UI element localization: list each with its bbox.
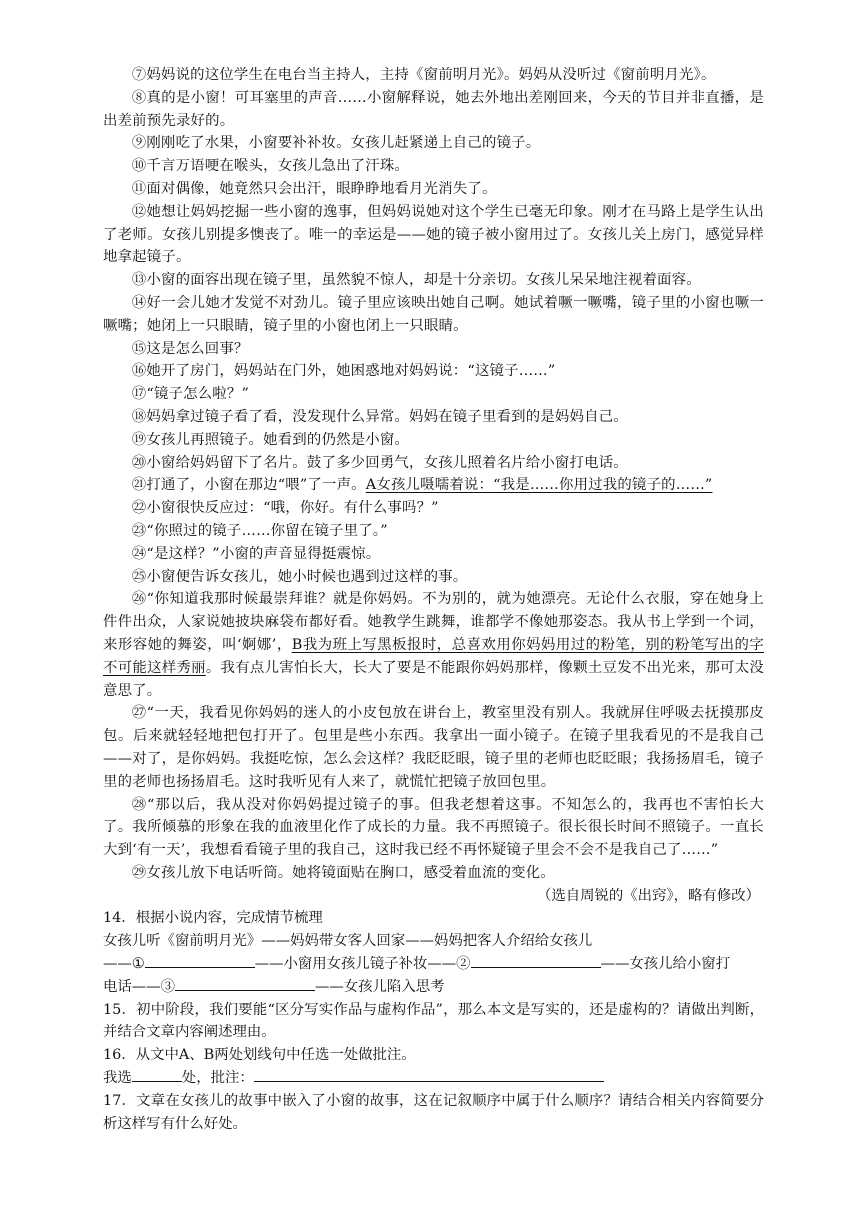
plot-step-text: ——女孩儿给小窗打: [600, 956, 731, 973]
underlined-sentence-b: B我为班上写黑板报时，总喜欢用你妈妈用过的粉笔，别的粉笔写出的字不可能这样秀丽: [103, 636, 764, 676]
answer-prompt-text: 我选: [103, 1070, 132, 1087]
paragraph-26-text-end: 。我有点儿害怕长大，长大了要是不能跟你妈妈那样，像颗土豆发不出光来，那可太没意思了。: [103, 659, 764, 699]
plot-step-text: 电话——③: [103, 978, 175, 995]
plot-step-text: ——小窗用女孩儿镜子补妆——②: [254, 956, 471, 973]
question-14-plot-line-1: 女孩儿听《窗前明月光》——妈妈带女客人回家——妈妈把客人介绍给女孩儿: [103, 933, 593, 950]
plot-step-text: ——女孩儿陷入思考: [314, 978, 445, 995]
paragraph-17: ⑰“镜子怎么啦？”: [131, 386, 250, 403]
paragraph-23: ㉓“你照过的镜子……你留在镜子里了。”: [131, 522, 388, 539]
answer-prompt-text: 处，批注：: [181, 1070, 254, 1087]
paragraph-7: ⑦妈妈说的这位学生在电台当主持人，主持《窗前明月光》。妈妈从没听过《窗前明月光》。: [131, 67, 716, 83]
question-15: 15．初中阶段，我们要能“区分写实作品与虚构作品”，那么本文是写实的，还是虚构的？请做出判断，并结合文章内容阐述理由。: [103, 1001, 764, 1041]
paragraph-21: [103, 474, 764, 497]
answer-blank-annotation[interactable]: [254, 1067, 604, 1082]
paragraph-11: ⑪面对偶像，她竟然只会出汗，眼睁睁地看月光消失了。: [131, 180, 497, 197]
paragraph-9: ⑨刚刚吃了水果，小窗要补补妆。女孩儿赶紧递上自己的镜子。: [131, 135, 541, 152]
paragraph-10: ⑩千言万语哽在喉头，女孩儿急出了汗珠。: [131, 158, 410, 175]
paragraph-21-text: ㉑打通了，小窗在那边“喂”了一声。: [131, 477, 366, 494]
question-14-title: 14．根据小说内容，完成情节梳理: [103, 910, 323, 927]
paragraph-16: ⑯她开了房门，妈妈站在门外，她困惑地对妈妈说：“这镜子……”: [131, 363, 556, 380]
answer-blank-2[interactable]: [471, 953, 601, 968]
question-14-plot-line-2: [103, 953, 764, 976]
answer-blank-choice[interactable]: [132, 1067, 182, 1082]
paragraph-26-text-start: ㉖“你知道我那时候最崇拜谁？就是你妈妈。不为别的，就为她漂亮。无论什么衣服，穿在她身上件件出众，人家说她披块麻袋布都好看。她教学生跳舞，谁都学不像她那姿态。我从书上学到一个词，来形容她的舞姿，叫‘婀娜’，: [103, 591, 764, 653]
paragraph-15: ⑮这是怎么回事？: [131, 340, 249, 357]
paragraph-26: [103, 588, 764, 702]
question-14-plot-line-3: [103, 976, 764, 999]
source-citation: （选自周锐的《出窍》，略有修改）: [536, 887, 760, 904]
paragraph-28: ㉘“那以后，我从没对你妈妈提过镜子的事。但我老想着这事。不知怎么的，我再也不害怕长大了。我所倾慕的形象在我的血液里化作了成长的力量。我不再照镜子。很长很长时间不照镜子。一直长大到‘有一天’，我想看看镜子里的我自己，这时我已经不再怀疑镜子里会不会不是我自己了……”: [103, 796, 764, 859]
paragraph-27: ㉗“一天，我看见你妈妈的迷人的小皮包放在讲台上，教室里没有别人。我就屏住呼吸去抚摸那皮包。后来就轻轻地把包打开了。包里是些小东西。我拿出一面小镜子。在镜子里我看见的不是我自己——对了，是你妈妈。我挺吃惊，怎么会这样？我眨眨眼，镜子里的老师也眨眨眼；我扬扬眉毛，镜子里的老师也扬扬眉毛。这时我听见有人来了，就慌忙把镜子放回包里。: [103, 705, 764, 790]
paragraph-12: ⑫她想让妈妈挖掘一些小窗的逸事，但妈妈说她对这个学生已毫无印象。刚才在马路上是学生认出了老师。女孩儿别提多懊丧了。唯一的幸运是——她的镜子被小窗用过了。女孩儿关上房门，感觉异样地拿起镜子。: [103, 203, 764, 266]
question-16-title: 16．从文中A、B两处划线句中任选一处做批注。: [103, 1047, 416, 1064]
paragraph-20: ⑳小窗给妈妈留下了名片。鼓了多少回勇气，女孩儿照着名片给小窗打电话。: [131, 454, 628, 471]
paragraph-24: ㉔“是这样？”小窗的声音显得挺震惊。: [131, 545, 381, 562]
answer-blank-3[interactable]: [175, 976, 315, 991]
paragraph-13: ⑬小窗的面容出现在镜子里，虽然貌不惊人，却是十分亲切。女孩儿呆呆地注视着面容。: [131, 272, 701, 289]
paragraph-14: ⑭好一会儿她才发觉不对劲儿。镜子里应该映出她自己啊。她试着噘一噘嘴，镜子里的小窗也噘一噘嘴；她闭上一只眼睛，镜子里的小窗也闭上一只眼睛。: [103, 294, 764, 334]
paragraph-19: ⑲女孩儿再照镜子。她看到的仍然是小窗。: [131, 431, 410, 448]
paragraph-18: ⑱妈妈拿过镜子看了看，没发现什么异常。妈妈在镜子里看到的是妈妈自己。: [131, 408, 628, 425]
paragraph-25: ㉕小窗便告诉女孩儿，她小时候也遇到过这样的事。: [131, 568, 468, 585]
paragraph-29: ㉙女孩儿放下电话听筒。她将镜面贴在胸口，感受着血流的变化。: [131, 864, 555, 881]
paragraph-8: ⑧真的是小窗！可耳塞里的声音……小窗解释说，她去外地出差刚回来，今天的节目并非直播，是出差前预先录好的。: [103, 89, 764, 129]
plot-step-text: ——①: [103, 956, 145, 973]
question-16-answer-line: [103, 1067, 764, 1090]
question-17: 17．文章在女孩儿的故事中嵌入了小窗的故事，这在记叙顺序中属于什么顺序？请结合相关内容简要分析这样写有什么好处。: [103, 1092, 764, 1132]
answer-blank-1[interactable]: [145, 953, 255, 968]
underlined-sentence-a: A女孩儿嗫嚅着说：“我是……你用过我的镜子的……”: [365, 477, 713, 494]
paragraph-22: ㉒小窗很快反应过：“哦，你好。有什么事吗？”: [131, 500, 439, 517]
